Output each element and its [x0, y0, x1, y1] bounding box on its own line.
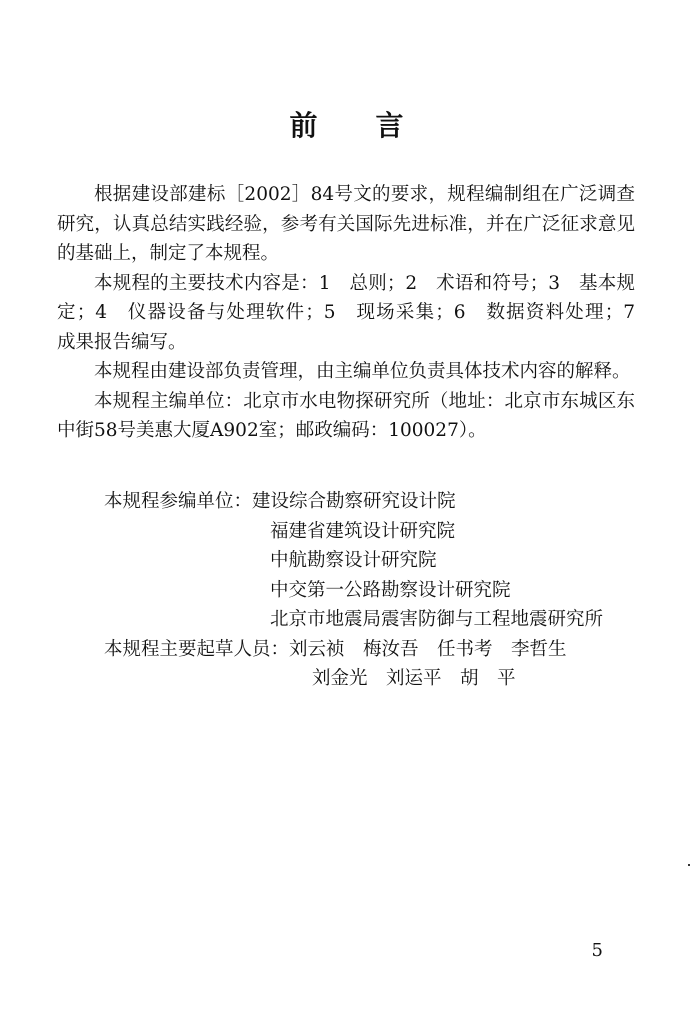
participating-unit: 中交第一公路勘察设计研究院 [270, 579, 511, 601]
body-text [57, 180, 654, 446]
participating-units-label: 本规程参编单位： [104, 491, 253, 512]
page-number: 5 [591, 940, 603, 961]
participating-unit: 福建省建筑设计研究院 [270, 520, 456, 542]
drafters-row [104, 635, 644, 665]
title-char-left: 前 [289, 109, 320, 142]
drafters-names: 刘云祯 梅汝吾 任书考 李哲生 [289, 638, 567, 660]
participating-units-row [104, 487, 644, 517]
scan-speck [688, 864, 690, 866]
paragraph-approval: 根据建设部建标［2002］84号文的要求，规程编制组在广泛调查研究，认真总结实践经验，参考有关国际先进标准，并在广泛征求意见的基础上，制定了本规程。 [57, 184, 635, 264]
participating-units-row [104, 517, 644, 547]
drafters-names: 刘金光 刘运平 胡 平 [312, 668, 516, 689]
drafters-row [104, 664, 644, 694]
drafters-label: 本规程主要起草人员： [104, 638, 290, 660]
participating-unit: 建设综合勘察研究设计院 [252, 491, 456, 512]
participating-units-row [104, 546, 644, 576]
participating-units-row [104, 605, 644, 635]
participating-unit: 中航勘察设计研究院 [270, 550, 437, 571]
paragraph-contents: 本规程的主要技术内容是：1 总则；2 术语和符号；3 基本规定；4 仪器设备与处理软件；5 现场采集；6 数据资料处理；7 成果报告编写。 [57, 272, 654, 353]
participating-unit: 北京市地震局震害防御与工程地震研究所 [270, 609, 604, 630]
paragraph-chief-editor: 本规程主编单位：北京市水电物探研究所（地址：北京市东城区东中街58号美惠大厦A902室；邮政编码：100027）。 [57, 390, 635, 441]
paragraph-management: 本规程由建设部负责管理，由主编单位负责具体技术内容的解释。 [94, 361, 631, 382]
title-char-right: 言 [375, 109, 406, 142]
participants-block [104, 487, 644, 694]
page-title [0, 104, 695, 144]
participating-units-row [104, 576, 644, 606]
